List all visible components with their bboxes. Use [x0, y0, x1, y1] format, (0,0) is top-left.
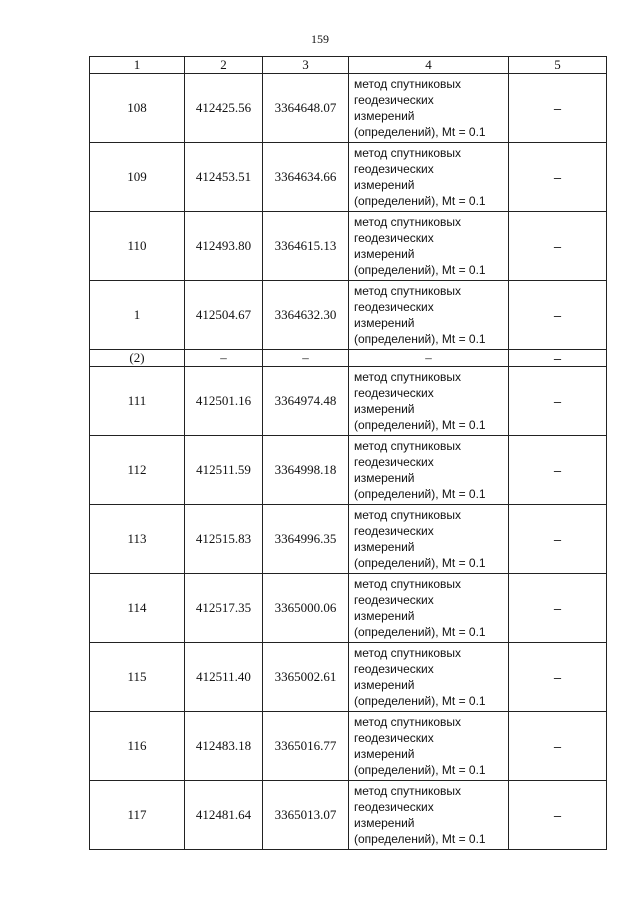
x-coordinate-cell: 412453.51: [185, 143, 263, 212]
method-text-line: метод спутниковых: [354, 439, 462, 453]
method-text-line: (определений), Mt = 0.1: [354, 418, 486, 432]
note-cell: –: [509, 643, 607, 712]
note-cell: –: [509, 574, 607, 643]
y-coordinate-cell: 3364615.13: [263, 212, 349, 281]
method-cell: [349, 74, 509, 143]
note-cell: –: [509, 367, 607, 436]
note-cell: –: [509, 350, 607, 367]
x-coordinate-cell: 412517.35: [185, 574, 263, 643]
note-cell: –: [509, 781, 607, 850]
y-coordinate-cell: 3364632.30: [263, 281, 349, 350]
method-cell: [349, 212, 509, 281]
method-text-line: (определений), Mt = 0.1: [354, 556, 486, 570]
x-coordinate-cell: 412493.80: [185, 212, 263, 281]
y-coordinate-cell: 3364974.48: [263, 367, 349, 436]
method-text-line: метод спутниковых: [354, 284, 462, 298]
method-cell: [349, 367, 509, 436]
point-number-cell: 116: [90, 712, 185, 781]
method-cell: [349, 712, 509, 781]
table-row: [90, 74, 607, 143]
method-text-line: (определений), Mt = 0.1: [354, 194, 486, 208]
table-row: [90, 505, 607, 574]
point-number-cell: 114: [90, 574, 185, 643]
method-cell: [349, 505, 509, 574]
method-text-line: (определений), Mt = 0.1: [354, 263, 486, 277]
method-text-line: геодезических: [354, 524, 434, 538]
y-coordinate-cell: 3364648.07: [263, 74, 349, 143]
header-cell-1: 1: [90, 57, 185, 74]
note-cell: –: [509, 143, 607, 212]
table-row: [90, 574, 607, 643]
method-text-line: геодезических: [354, 231, 434, 245]
y-coordinate-cell: 3364996.35: [263, 505, 349, 574]
note-cell: –: [509, 212, 607, 281]
x-coordinate-cell: 412515.83: [185, 505, 263, 574]
x-coordinate-cell: 412483.18: [185, 712, 263, 781]
coordinates-table: [89, 56, 607, 850]
point-number-cell: 115: [90, 643, 185, 712]
method-text-line: метод спутниковых: [354, 146, 462, 160]
y-coordinate-cell: 3364998.18: [263, 436, 349, 505]
method-cell: [349, 143, 509, 212]
table-row: [90, 367, 607, 436]
method-text-line: (определений), Mt = 0.1: [354, 763, 486, 777]
method-cell: [349, 436, 509, 505]
x-coordinate-cell: –: [185, 350, 263, 367]
header-cell-5: 5: [509, 57, 607, 74]
note-cell: –: [509, 436, 607, 505]
method-cell: [349, 574, 509, 643]
x-coordinate-cell: 412481.64: [185, 781, 263, 850]
table-gap-row: [90, 350, 607, 367]
x-coordinate-cell: 412501.16: [185, 367, 263, 436]
point-number-cell: 108: [90, 74, 185, 143]
method-text-line: измерений: [354, 678, 415, 692]
method-text-line: измерений: [354, 109, 415, 123]
method-text-line: метод спутниковых: [354, 215, 462, 229]
method-text-line: метод спутниковых: [354, 77, 462, 91]
method-text-line: геодезических: [354, 386, 434, 400]
method-text-line: (определений), Mt = 0.1: [354, 125, 486, 139]
method-text-line: измерений: [354, 747, 415, 761]
method-text-line: геодезических: [354, 162, 434, 176]
point-number-cell: 117: [90, 781, 185, 850]
y-coordinate-cell: 3365000.06: [263, 574, 349, 643]
table-row: [90, 712, 607, 781]
x-coordinate-cell: 412504.67: [185, 281, 263, 350]
point-number-cell: 1: [90, 281, 185, 350]
header-cell-4: 4: [349, 57, 509, 74]
method-text-line: (определений), Mt = 0.1: [354, 332, 486, 346]
method-cell: –: [349, 350, 509, 367]
method-text-line: геодезических: [354, 93, 434, 107]
method-cell: [349, 643, 509, 712]
table-row: [90, 436, 607, 505]
method-text-line: геодезических: [354, 593, 434, 607]
method-text-line: измерений: [354, 247, 415, 261]
method-text-line: измерений: [354, 178, 415, 192]
method-text-line: измерений: [354, 316, 415, 330]
method-text-line: измерений: [354, 471, 415, 485]
method-text-line: метод спутниковых: [354, 577, 462, 591]
table-row: [90, 781, 607, 850]
method-text-line: измерений: [354, 402, 415, 416]
y-coordinate-cell: 3365002.61: [263, 643, 349, 712]
method-text-line: метод спутниковых: [354, 715, 462, 729]
method-text-line: метод спутниковых: [354, 508, 462, 522]
table-row: [90, 281, 607, 350]
note-cell: –: [509, 712, 607, 781]
x-coordinate-cell: 412511.59: [185, 436, 263, 505]
method-cell: [349, 781, 509, 850]
y-coordinate-cell: –: [263, 350, 349, 367]
method-text-line: геодезических: [354, 731, 434, 745]
method-text-line: метод спутниковых: [354, 784, 462, 798]
method-text-line: измерений: [354, 816, 415, 830]
method-text-line: (определений), Mt = 0.1: [354, 694, 486, 708]
method-cell: [349, 281, 509, 350]
table-row: [90, 143, 607, 212]
point-number-cell: 112: [90, 436, 185, 505]
note-cell: –: [509, 281, 607, 350]
method-text-line: геодезических: [354, 662, 434, 676]
x-coordinate-cell: 412511.40: [185, 643, 263, 712]
method-text-line: геодезических: [354, 455, 434, 469]
y-coordinate-cell: 3364634.66: [263, 143, 349, 212]
method-text-line: (определений), Mt = 0.1: [354, 832, 486, 846]
point-number-cell: 110: [90, 212, 185, 281]
note-cell: –: [509, 505, 607, 574]
y-coordinate-cell: 3365013.07: [263, 781, 349, 850]
method-text-line: измерений: [354, 609, 415, 623]
method-text-line: метод спутниковых: [354, 646, 462, 660]
page-number: 159: [311, 32, 329, 46]
x-coordinate-cell: 412425.56: [185, 74, 263, 143]
method-text-line: измерений: [354, 540, 415, 554]
header-cell-2: 2: [185, 57, 263, 74]
point-number-cell: 109: [90, 143, 185, 212]
table-row: [90, 643, 607, 712]
method-text-line: (определений), Mt = 0.1: [354, 487, 486, 501]
method-text-line: геодезических: [354, 800, 434, 814]
table-row: [90, 212, 607, 281]
note-cell: –: [509, 74, 607, 143]
method-text-line: геодезических: [354, 300, 434, 314]
method-text-line: (определений), Mt = 0.1: [354, 625, 486, 639]
header-row: [90, 57, 607, 74]
point-number-cell: (2): [90, 350, 185, 367]
point-number-cell: 113: [90, 505, 185, 574]
point-number-cell: 111: [90, 367, 185, 436]
y-coordinate-cell: 3365016.77: [263, 712, 349, 781]
header-cell-3: 3: [263, 57, 349, 74]
method-text-line: метод спутниковых: [354, 370, 462, 384]
